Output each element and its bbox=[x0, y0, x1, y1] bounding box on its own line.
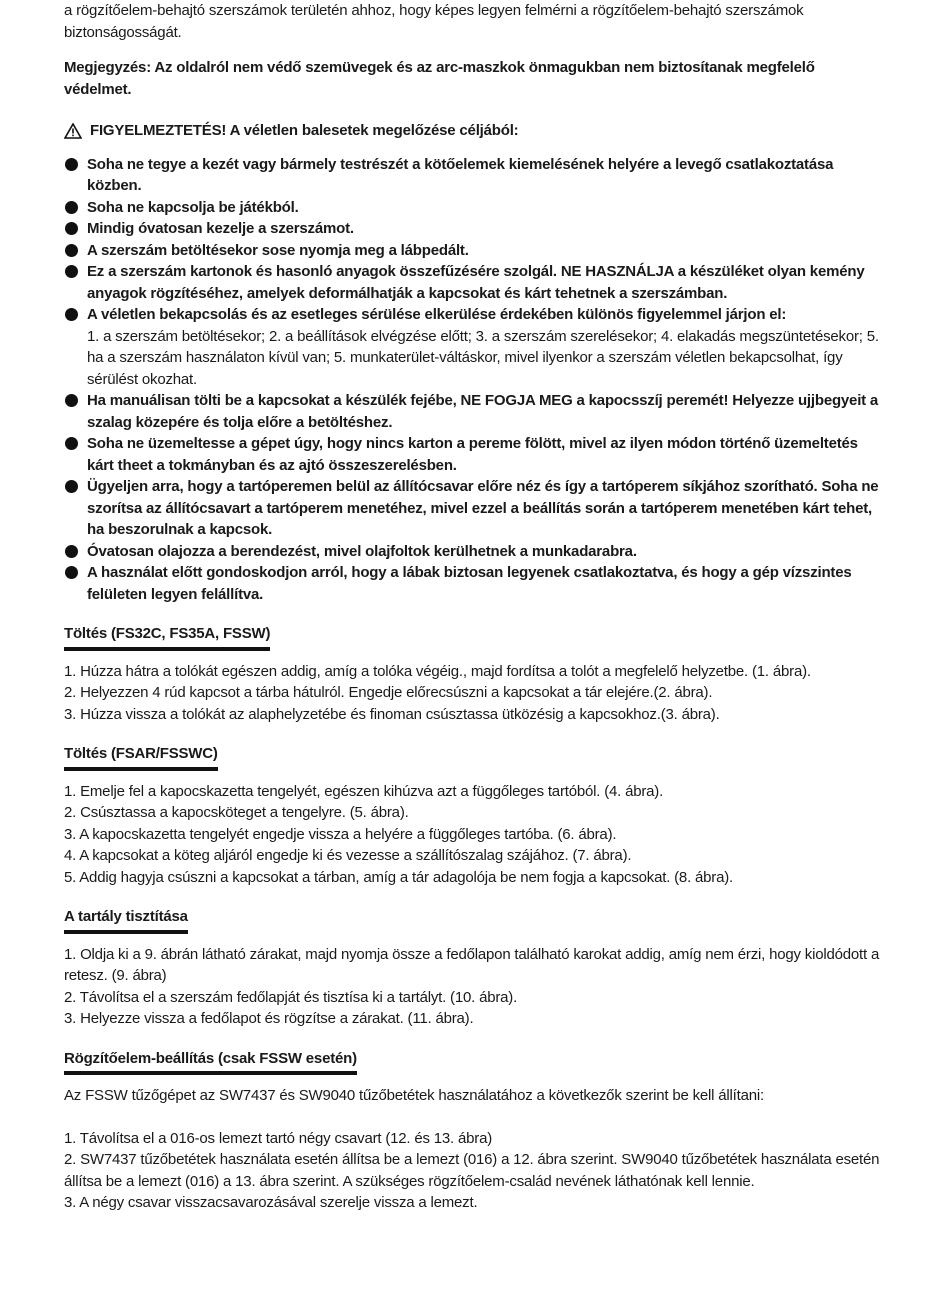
warning-item bbox=[64, 541, 884, 563]
warning-item-bold: Ez a szerszám kartonok és hasonló anyagok összefűzésére szolgál. NE HASZNÁLJA a készüléket olyan kemény anyagok rögzítéséhez, amelyek deformálhatják a kapcsokat és kárt tehetnek a szerszámban. bbox=[87, 263, 865, 302]
step-line: 2. SW7437 tűzőbetétek használata esetén állítsa be a lemezt (016) a 12. ábra szerint. SW9040 tűzőbetétek használata esetén állítsa be a lemezt (016) a 13. ábra szerint. A szükséges rögzítőelem-család nevének láthatónak kell lennie. bbox=[64, 1151, 880, 1190]
warning-item bbox=[64, 261, 884, 304]
warning-triangle-icon bbox=[64, 123, 82, 139]
bullet-dot-icon bbox=[65, 545, 78, 558]
section-heading: A tartály tisztítása bbox=[64, 906, 188, 934]
step-line: 4. A kapcsokat a köteg aljáról engedje ki és vezesse a szállítószalag szájához. (7. ábra). bbox=[64, 847, 632, 864]
warning-list bbox=[64, 154, 884, 606]
warning-item bbox=[64, 218, 884, 240]
warning-item bbox=[64, 476, 884, 541]
step-line: 3. A kapocskazetta tengelyét engedje vissza a helyére a függőleges tartóba. (6. ábra). bbox=[64, 825, 617, 843]
warning-item-bold: Soha ne üzemeltesse a gépet úgy, hogy nincs karton a pereme fölött, mivel az ilyen módon történő üzemeltetés kárt theet a tokmányban és az ajtó összeszerelésben. bbox=[87, 435, 858, 474]
warning-item-bold: A véletlen bekapcsolás és az esetleges sérülése elkerülése érdekében különös figyelemmel járjon el: bbox=[87, 306, 787, 323]
section-heading: Töltés (FSAR/FSSWC) bbox=[64, 743, 218, 771]
section-steps bbox=[64, 781, 884, 889]
warning-heading bbox=[64, 120, 884, 142]
step-line: 3. Helyezze vissza a fedőlapot és rögzítse a zárakat. (11. ábra). bbox=[64, 1010, 474, 1027]
warning-item bbox=[64, 433, 884, 476]
step-line: 3. A négy csavar visszacsavarozásával szerelje vissza a lemezt. bbox=[64, 1194, 478, 1211]
section-intro: Az FSSW tűzőgépet az SW7437 és SW9040 tűzőbetétek használatához a következők szerint be kell állítani: bbox=[64, 1087, 764, 1104]
safety-note: Megjegyzés: Az oldalról nem védő szemüvegek és az arc-maszkok önmagukban nem biztosítanak megfelelő védelmet. bbox=[64, 59, 815, 98]
section-steps bbox=[64, 1128, 884, 1214]
bullet-dot-icon bbox=[65, 480, 78, 493]
section-heading: Rögzítőelem-beállítás (csak FSSW esetén) bbox=[64, 1048, 357, 1076]
section bbox=[64, 1048, 884, 1214]
step-line: 1. Emelje fel a kapocskazetta tengelyét, egészen kihúzva azt a függőleges tartóból. (4. ábra). bbox=[64, 782, 664, 800]
intro-paragraph: a rögzítőelem-behajtó szerszámok területén ahhoz, hogy képes legyen felmérni a rögzítőelem-behajtó szerszámok biztonságosságát. bbox=[64, 2, 804, 41]
warning-title: FIGYELMEZTETÉS! A véletlen balesetek megelőzése céljából: bbox=[90, 122, 519, 139]
warning-item bbox=[64, 240, 884, 262]
section bbox=[64, 906, 884, 1030]
warning-item-bold: A szerszám betöltésekor sose nyomja meg a lábpedált. bbox=[87, 241, 469, 259]
warning-item-bold: Soha ne kapcsolja be játékból. bbox=[87, 198, 299, 216]
section bbox=[64, 743, 884, 888]
warning-item-bold: Ha manuálisan tölti be a kapcsokat a készülék fejébe, NE FOGJA MEG a kapocsszíj peremét! Helyezze ujjbegyeit a szalag közepére és tolja előre a betöltéshez. bbox=[87, 392, 879, 431]
bullet-dot-icon bbox=[65, 201, 78, 214]
warning-item-bold: Ügyeljen arra, hogy a tartóperemen belül az állítócsavar előre néz és így a tartóperem síkjához szorítható. Soha ne szorítsa az állítócsavart a tartóperem menetéhez, mivel ezzel a beállítás során a tartóperem menetében kárt tehet, ha beszorulnak a kapcsok. bbox=[87, 478, 879, 538]
bullet-dot-icon bbox=[65, 308, 78, 321]
warning-item bbox=[64, 304, 884, 390]
step-line: 3. Húzza vissza a tolókát az alaphelyzetébe és finoman csúsztassa ütközésig a kapcsokhoz.(3. ábra). bbox=[64, 705, 720, 723]
sections bbox=[64, 623, 884, 1214]
warning-item-detail: 1. a szerszám betöltésekor; 2. a beállítások elvégzése előtt; 3. a szerszám szerelésekor; 4. elakadás megszüntetésekor; 5. ha a szerszám használaton kívül van; 5. munkaterület-váltáskor, mivel ilyenkor a szerszám véletlen bekapcsolhat, így sérülést okozhat. bbox=[87, 327, 879, 388]
warning-item bbox=[64, 154, 884, 197]
section-steps bbox=[64, 661, 884, 726]
bullet-dot-icon bbox=[65, 265, 78, 278]
bullet-dot-icon bbox=[65, 437, 78, 450]
step-line: 5. Addig hagyja csúszni a kapcsokat a tárban, amíg a tár adagolója be nem fogja a kapcsokat. (8. ábra). bbox=[64, 868, 733, 886]
step-line: 2. Helyezzen 4 rúd kapcsot a tárba hátulról. Engedje előrecsúszni a kapcsokat a tár elejére.(2. ábra). bbox=[64, 684, 713, 701]
step-line: 1. Távolítsa el a 016-os lemezt tartó négy csavart (12. és 13. ábra) bbox=[64, 1129, 493, 1147]
section bbox=[64, 623, 884, 725]
warning-item-bold: Soha ne tegye a kezét vagy bármely testrészét a kötőelemek kiemelésének helyére a levegő csatlakoztatása közben. bbox=[87, 155, 834, 194]
warning-item bbox=[64, 562, 884, 605]
warning-item-bold: Óvatosan olajozza a berendezést, mivel olajfoltok kerülhetnek a munkadarabra. bbox=[87, 542, 637, 560]
warning-item bbox=[64, 390, 884, 433]
warning-item-bold: Mindig óvatosan kezelje a szerszámot. bbox=[87, 220, 354, 237]
bullet-dot-icon bbox=[65, 222, 78, 235]
step-line: 2. Távolítsa el a szerszám fedőlapját és tisztísa ki a tartályt. (10. ábra). bbox=[64, 988, 518, 1006]
bullet-dot-icon bbox=[65, 566, 78, 579]
step-line: 2. Csúsztassa a kapocsköteget a tengelyre. (5. ábra). bbox=[64, 804, 409, 821]
step-line: 1. Oldja ki a 9. ábrán látható zárakat, majd nyomja össze a fedőlapon található karokat addig, amíg nem érzi, hogy kioldódott a retesz. (9. ábra) bbox=[64, 945, 880, 984]
bullet-dot-icon bbox=[65, 244, 78, 257]
section-steps bbox=[64, 944, 884, 1030]
bullet-dot-icon bbox=[65, 394, 78, 407]
step-line: 1. Húzza hátra a tolókát egészen addig, amíg a tolóka végéig., majd fordítsa a tolót a megfelelő helyzetbe. (1. ábra). bbox=[64, 662, 811, 680]
warning-item-bold: A használat előtt gondoskodjon arról, hogy a lábak biztosan legyenek csatlakoztatva, és hogy a gép vízszintes felületen legyen felállítva. bbox=[87, 564, 852, 603]
section-heading: Töltés (FS32C, FS35A, FSSW) bbox=[64, 623, 270, 651]
manual-page bbox=[64, 0, 884, 1214]
warning-item bbox=[64, 197, 884, 219]
bullet-dot-icon bbox=[65, 158, 78, 171]
